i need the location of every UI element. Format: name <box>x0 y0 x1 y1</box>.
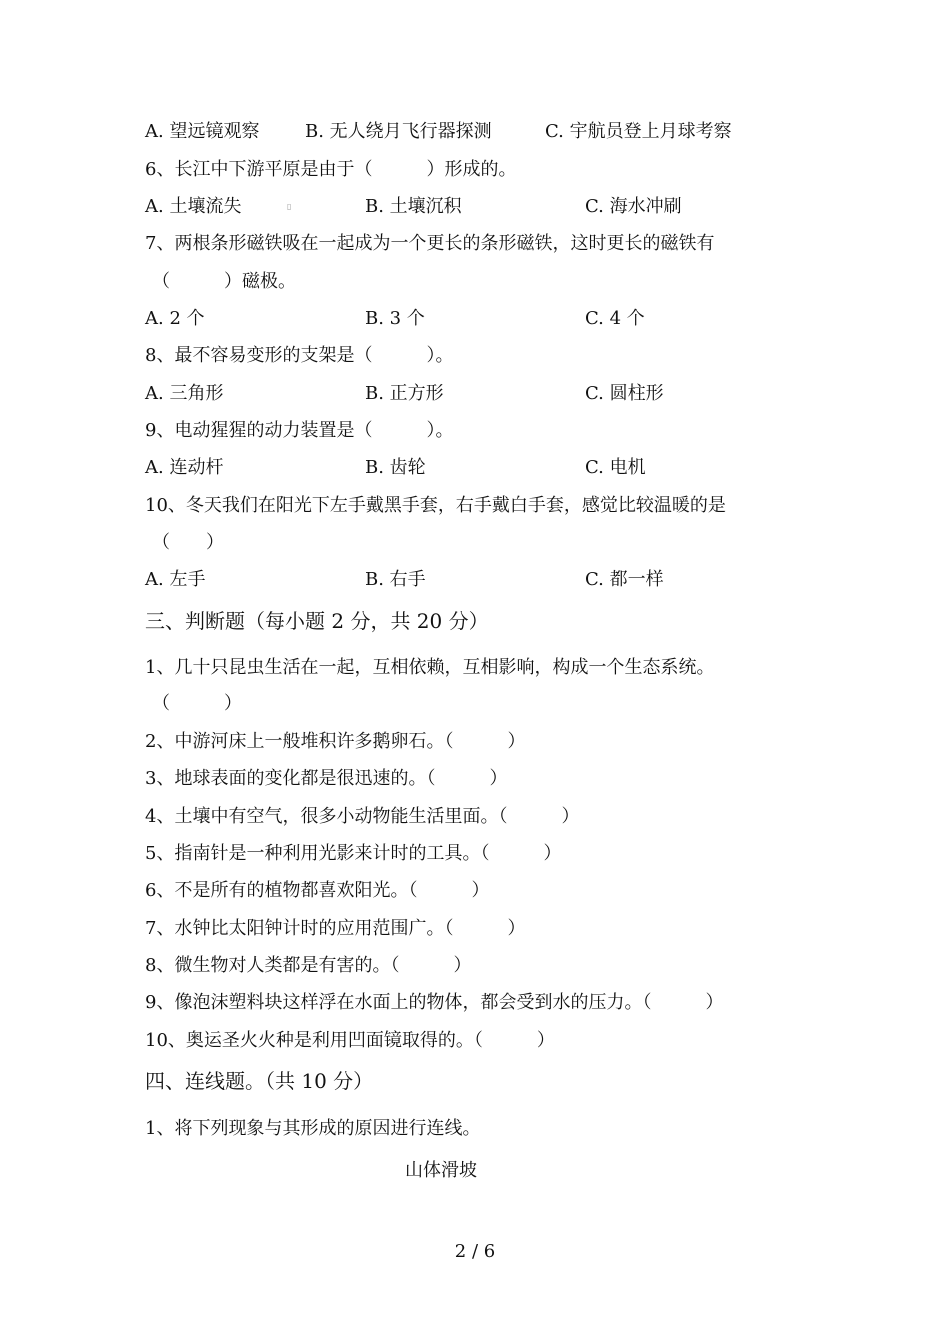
judge-item-3: 3、地球表面的变化都是很迅速的。（ ） <box>145 768 508 789</box>
question-9: 9、电动猩猩的动力装置是（ ）。 <box>145 420 454 441</box>
q9-option-b: B. 齿轮 <box>365 457 426 478</box>
judge-item-1-cont: （ ） <box>152 693 242 714</box>
matching-question-1: 1、将下列现象与其形成的原因进行连线。 <box>145 1118 481 1139</box>
q8-option-a: A. 三角形 <box>145 383 224 404</box>
judge-item-8: 8、微生物对人类都是有害的。（ ） <box>145 955 472 976</box>
q5-option-c: C. 宇航员登上月球考察 <box>545 121 732 142</box>
q9-option-a: A. 连动杆 <box>145 457 224 478</box>
q8-option-b: B. 正方形 <box>365 383 444 404</box>
q9-option-c: C. 电机 <box>585 457 646 478</box>
judge-item-6: 6、不是所有的植物都喜欢阳光。（ ） <box>145 880 490 901</box>
question-7-cont: （ ）磁极。 <box>152 271 296 292</box>
judge-item-9: 9、像泡沫塑料块这样浮在水面上的物体，都会受到水的压力。（ ） <box>145 992 724 1013</box>
question-6: 6、长江中下游平原是由于（ ）形成的。 <box>145 159 517 180</box>
section-3-heading: 三、判断题（每小题 2 分，共 20 分） <box>145 609 489 633</box>
judge-item-4: 4、土壤中有空气，很多小动物能生活里面。（ ） <box>145 806 580 827</box>
judge-item-7: 7、水钟比太阳钟计时的应用范围广。（ ） <box>145 918 526 939</box>
q6-option-a: A. 土壤流失 <box>145 196 242 217</box>
judge-item-2: 2、中游河床上一般堆积许多鹅卵石。（ ） <box>145 731 526 752</box>
q10-option-b: B. 右手 <box>365 569 426 590</box>
q10-option-c: C. 都一样 <box>585 569 664 590</box>
question-8: 8、最不容易变形的支架是（ ）。 <box>145 345 454 366</box>
q10-option-a: A. 左手 <box>145 569 206 590</box>
q8-option-c: C. 圆柱形 <box>585 383 664 404</box>
section-4-heading: 四、连线题。（共 10 分） <box>145 1069 374 1093</box>
stray-mark: ▯ <box>287 202 292 211</box>
judge-item-10: 10、奥运圣火火种是利用凹面镜取得的。（ ） <box>145 1030 555 1051</box>
question-7: 7、两根条形磁铁吸在一起成为一个更长的条形磁铁，这时更长的磁铁有 <box>145 233 715 254</box>
judge-item-5: 5、指南针是一种利用光影来计时的工具。（ ） <box>145 843 562 864</box>
q7-option-b: B. 3 个 <box>365 308 425 329</box>
page-number: 2 / 6 <box>454 1241 496 1262</box>
question-10: 10、冬天我们在阳光下左手戴黑手套，右手戴白手套，感觉比较温暖的是 <box>145 495 726 516</box>
q7-option-c: C. 4 个 <box>585 308 645 329</box>
judge-item-1: 1、几十只昆虫生活在一起，互相依赖，互相影响，构成一个生态系统。 <box>145 657 715 678</box>
question-10-cont: （ ） <box>152 532 224 553</box>
matching-item: 山体滑坡 <box>405 1160 477 1181</box>
q6-option-b: B. 土壤沉积 <box>365 196 462 217</box>
q5-option-a: A. 望远镜观察 <box>145 121 260 142</box>
q7-option-a: A. 2 个 <box>145 308 205 329</box>
q5-option-b: B. 无人绕月飞行器探测 <box>305 121 492 142</box>
q6-option-c: C. 海水冲刷 <box>585 196 682 217</box>
